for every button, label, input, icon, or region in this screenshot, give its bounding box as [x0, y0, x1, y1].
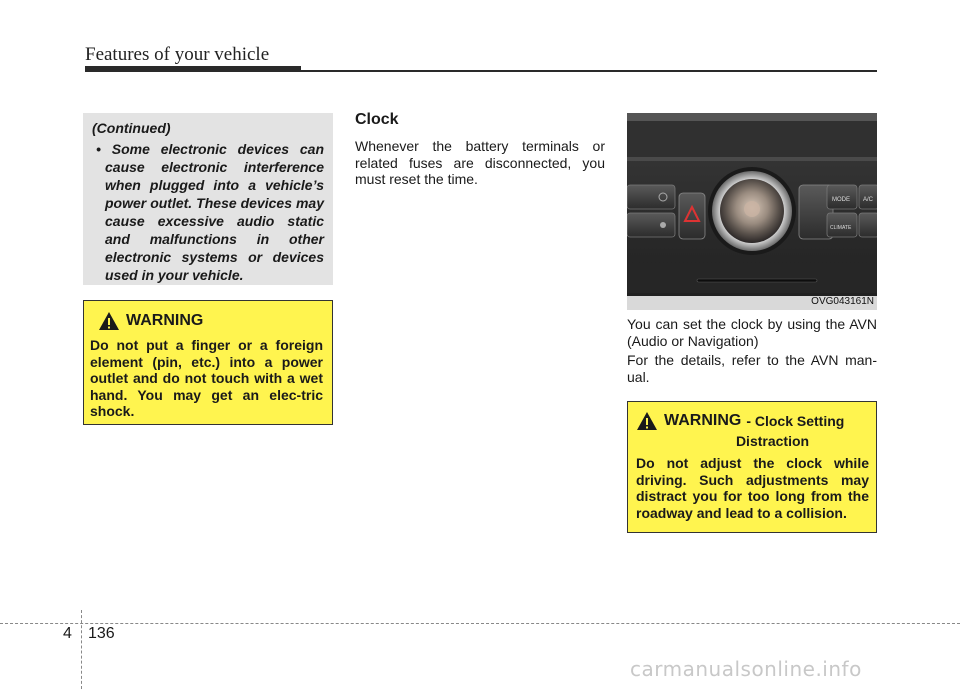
warning-title: WARNING — [126, 312, 204, 329]
continued-bullet: • Some electronic devices can cause electronic interference when plugged into a vehicle’s power outlet. These devices may cause excessive audio static and malfunctions in other electronic systems or devices used in your vehicle. — [96, 141, 324, 283]
photo-code: OVG043161N — [627, 296, 877, 310]
warning-subtitle-line2: Distraction — [735, 433, 810, 449]
footer-divider — [81, 610, 82, 689]
warning-clock-setting — [627, 401, 877, 533]
continued-note-box — [83, 113, 333, 285]
page-header-title: Features of your vehicle — [85, 44, 270, 65]
warning-header — [636, 411, 869, 431]
control-panel-illustration — [627, 113, 877, 310]
warning-title: WARNING — [664, 412, 742, 429]
clock-avn-paragraph: You can set the clock by using the AVN (Audio or Navigation) — [627, 316, 877, 349]
warning-subtitle: - Clock Setting — [746, 413, 845, 429]
chapter-number: 4 — [63, 625, 72, 642]
warning-header — [90, 311, 323, 331]
footer-rule — [0, 623, 960, 624]
warning-power-outlet — [83, 300, 333, 425]
clock-paragraph: Whenever the battery terminals or related fuses are disconnected, you must reset the time. — [355, 138, 605, 187]
climate-button-label: CLIMATE — [830, 225, 852, 231]
ac-button-label: A/C — [863, 197, 874, 203]
control-panel-photo — [627, 113, 877, 310]
warning-triangle-icon — [98, 311, 120, 331]
warning-body: Do not put a finger or a foreign element (pin, etc.) into a power outlet and do not touch with a wet hand. You may get an elec-tric shock. — [90, 337, 323, 419]
warning-body: Do not adjust the clock while driving. Such adjustments may distract you for too long from the roadway and lead to a collision. — [636, 455, 869, 521]
mode-button-label: MODE — [832, 197, 850, 203]
clock-avn-manual-paragraph: For the details, refer to the AVN man-ual. — [627, 352, 877, 385]
page-number: 136 — [88, 625, 115, 642]
warning-triangle-icon — [636, 411, 658, 431]
header-rule-thick — [85, 66, 301, 72]
clock-heading: Clock — [355, 111, 399, 128]
header-rule-thin — [301, 70, 877, 72]
continued-heading: (Continued) — [92, 120, 171, 136]
watermark: carmanualsonline.info — [630, 657, 862, 681]
